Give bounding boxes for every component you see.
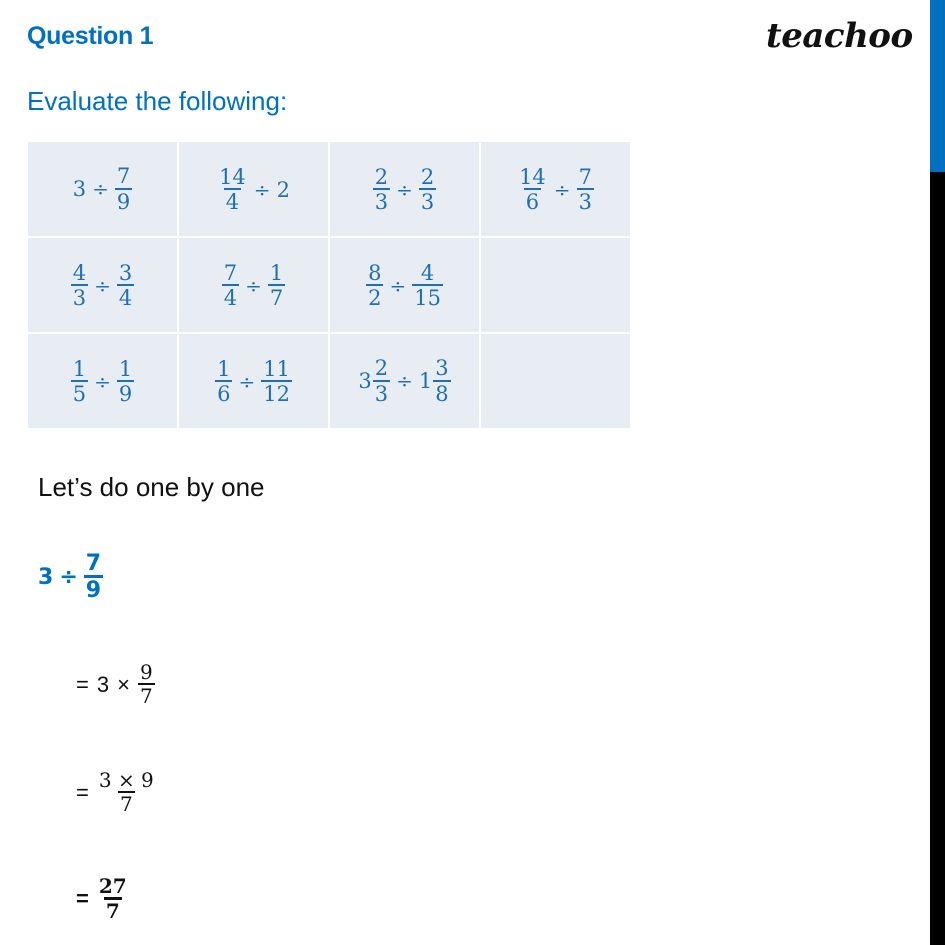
multiply-operator: × <box>117 671 130 697</box>
fraction: $\frac{1}{9}$ <box>118 356 133 406</box>
table-cell <box>481 142 630 236</box>
fraction: $\frac{1}{5}$ <box>72 356 87 406</box>
fraction: $\frac{7}{3}$ <box>578 164 592 214</box>
table-cell <box>330 238 479 332</box>
table-cell-empty <box>481 334 630 428</box>
fraction: $\frac{7}{9}$ <box>116 164 131 214</box>
solution-step-1: = 3 × $\frac{9}{7}$ <box>76 660 153 708</box>
fraction: $\frac{14}{4}$ <box>219 164 246 214</box>
fraction: $\frac{3 \times 9}{7}$ <box>98 768 154 816</box>
question-title: Question 1 <box>27 22 154 50</box>
fraction: $\frac{1}{7}$ <box>269 260 284 310</box>
table-cell <box>179 142 328 236</box>
divide-operator: ÷ <box>396 369 413 393</box>
divide-operator: ÷ <box>94 273 111 298</box>
teachoo-logo: teachoo <box>766 16 913 56</box>
solution-heading: 3 ÷ $\frac{7}{9}$ <box>38 551 102 604</box>
table-row <box>28 334 630 428</box>
question-subtitle: Evaluate the following: <box>27 86 288 116</box>
side-bar-accent <box>930 0 945 172</box>
fraction: $\frac{4}{15}$ <box>414 260 441 310</box>
mixed-number: 3 $\frac{2}{3}$ <box>358 356 389 406</box>
fraction: $\frac{1}{6}$ <box>217 356 231 406</box>
divide-operator: ÷ <box>245 273 262 298</box>
fraction: $\frac{8}{2}$ <box>368 260 382 310</box>
fraction: $\frac{14}{6}$ <box>519 164 546 214</box>
solution-step-2: = $\frac{3 \times 9}{7}$ <box>76 768 154 816</box>
fraction: $\frac{4}{3}$ <box>72 260 87 310</box>
fraction: $\frac{7}{9}$ <box>85 551 102 604</box>
divide-operator: ÷ <box>92 177 109 201</box>
table-row <box>28 238 630 332</box>
fraction: $\frac{7}{4}$ <box>223 260 238 310</box>
table-cell <box>330 142 479 236</box>
divide-operator: ÷ <box>253 177 271 202</box>
solution-step-3-answer: = $\frac{27}{7}$ <box>76 874 127 923</box>
divide-operator: ÷ <box>553 177 571 202</box>
divide-operator: ÷ <box>389 273 407 298</box>
fraction: $\frac{2}{3}$ <box>420 164 435 214</box>
table-row <box>28 142 630 236</box>
mixed-number: 1 $\frac{3}{8}$ <box>418 356 449 406</box>
divide-operator: ÷ <box>238 369 256 394</box>
side-bar <box>930 0 945 945</box>
solution-intro: Let’s do one by one <box>38 472 265 502</box>
fraction: $\frac{27}{7}$ <box>98 874 127 923</box>
table-cell <box>28 142 177 236</box>
problems-table <box>26 140 632 430</box>
divide-operator: ÷ <box>396 177 413 202</box>
table-cell <box>179 238 328 332</box>
table-cell <box>28 334 177 428</box>
fraction: $\frac{9}{7}$ <box>139 660 153 708</box>
table-cell <box>28 238 177 332</box>
whole-number: 3 <box>72 177 87 201</box>
fraction: $\frac{11}{12}$ <box>263 356 290 406</box>
table-cell-empty <box>481 238 630 332</box>
fraction: $\frac{3}{4}$ <box>118 260 133 310</box>
divide-operator: ÷ <box>94 369 111 394</box>
table-cell <box>179 334 328 428</box>
table-cell <box>330 334 479 428</box>
whole-number: 2 <box>276 177 290 202</box>
fraction: $\frac{2}{3}$ <box>374 164 389 214</box>
divide-operator: ÷ <box>59 564 78 590</box>
